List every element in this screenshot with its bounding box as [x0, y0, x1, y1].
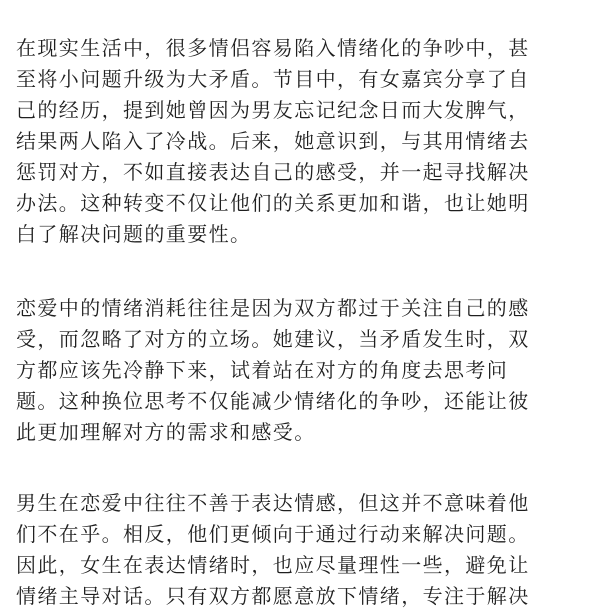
text-line: 方都应该先冷静下来，试着站在对方的角度去思考问 — [16, 358, 509, 382]
text-line: 结果两人陷入了冷战。后来，她意识到，与其用情绪去 — [16, 129, 530, 153]
text-line: 男生在恋爱中往往不善于表达情感，但这并不意味着他 — [16, 491, 530, 515]
text-line: 因此，女生在表达情绪时，也应尽量理性一些，避免让 — [16, 553, 530, 577]
paragraph-1 — [16, 33, 530, 250]
text-line: 至将小问题升级为大矛盾。节目中，有女嘉宾分享了自 — [16, 67, 530, 91]
paragraph-2 — [16, 293, 530, 448]
text-line: 惩罚对方，不如直接表达自己的感受，并一起寻找解决 — [16, 160, 530, 184]
text-line: 办法。这种转变不仅让他们的关系更加和谐，也让她明 — [16, 191, 530, 215]
text-line: 此更加理解对方的需求和感受。 — [16, 420, 316, 444]
text-line: 题。这种换位思考不仅能减少情绪化的争吵，还能让彼 — [16, 389, 530, 413]
text-line: 己的经历，提到她曾因为男友忘记纪念日而大发脾气， — [16, 98, 530, 122]
text-line: 白了解决问题的重要性。 — [16, 222, 252, 246]
paragraph-3 — [16, 488, 530, 612]
text-line: 在现实生活中，很多情侣容易陷入情绪化的争吵中，甚 — [16, 36, 530, 60]
text-line: 恋爱中的情绪消耗往往是因为双方都过于关注自己的感 — [16, 296, 530, 320]
text-line: 们不在乎。相反，他们更倾向于通过行动来解决问题。 — [16, 522, 530, 546]
text-line: 情绪主导对话。只有双方都愿意放下情绪，专注于解决 — [16, 584, 530, 608]
text-line: 受，而忽略了对方的立场。她建议，当矛盾发生时，双 — [16, 327, 530, 351]
